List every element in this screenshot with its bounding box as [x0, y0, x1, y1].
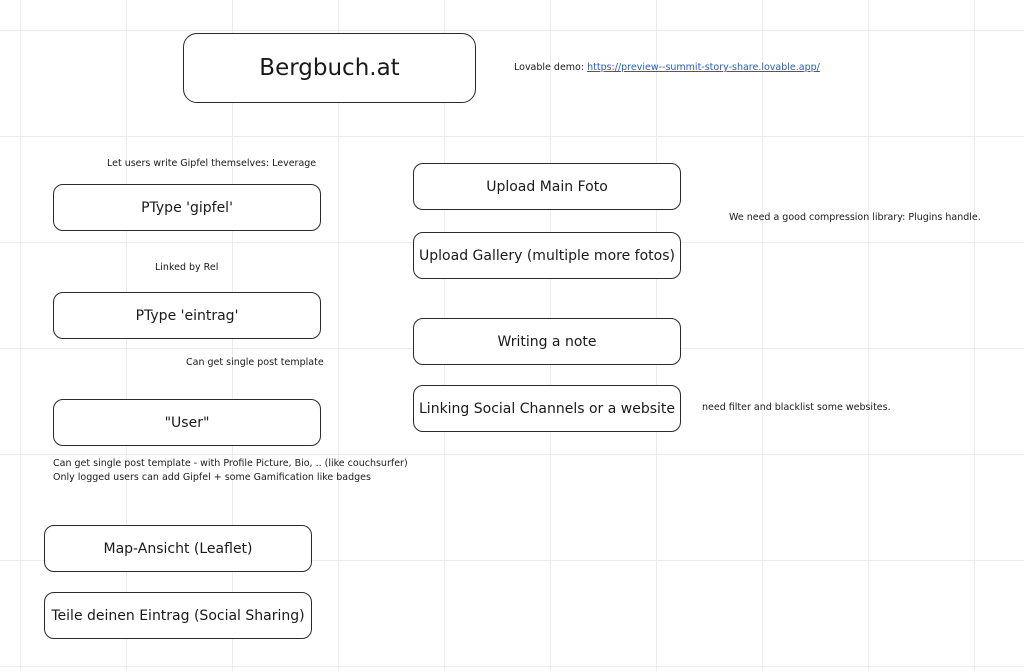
demo-label: Lovable demo: [514, 62, 585, 73]
note-leverage: Let users write Gipfel themselves: Leverage [107, 158, 317, 169]
linking-social-label: Linking Social Channels or a website [419, 400, 675, 417]
upload-gallery-box[interactable] [413, 232, 681, 279]
ptype-gipfel-label: PType 'gipfel' [141, 199, 233, 216]
social-sharing-box[interactable] [44, 592, 312, 639]
map-view-box[interactable] [44, 525, 312, 572]
upload-main-foto-box[interactable] [413, 163, 681, 210]
writing-note-label: Writing a note [497, 333, 597, 350]
map-view-label: Map-Ansicht (Leaflet) [103, 540, 253, 557]
ptype-gipfel-box[interactable] [53, 184, 321, 231]
linking-social-box[interactable] [413, 385, 681, 432]
note-compression: We need a good compression library: Plugins handle. [729, 212, 981, 223]
upload-main-foto-label: Upload Main Foto [486, 178, 608, 195]
title-box[interactable] [183, 33, 476, 103]
user-box[interactable] [53, 399, 321, 446]
demo-note [514, 61, 820, 75]
note-filter-blacklist: need filter and blacklist some websites. [702, 402, 891, 413]
writing-note-box[interactable] [413, 318, 681, 365]
social-sharing-label: Teile deinen Eintrag (Social Sharing) [51, 607, 305, 624]
note-user-line1: Can get single post template - with Profile Picture, Bio, .. (like couchsurfer) [53, 458, 408, 469]
user-label: "User" [164, 414, 210, 431]
demo-link[interactable]: https://preview--summit-story-share.lovable.app/ [587, 62, 820, 73]
note-user-line2: Only logged users can add Gipfel + some Gamification like badges [53, 472, 371, 483]
title-text: Bergbuch.at [259, 55, 400, 81]
ptype-eintrag-box[interactable] [53, 292, 321, 339]
upload-gallery-label: Upload Gallery (multiple more fotos) [419, 247, 675, 264]
ptype-eintrag-label: PType 'eintrag' [135, 307, 239, 324]
note-single-post-template: Can get single post template [186, 357, 324, 368]
note-linked-by-rel: Linked by Rel [155, 262, 219, 273]
